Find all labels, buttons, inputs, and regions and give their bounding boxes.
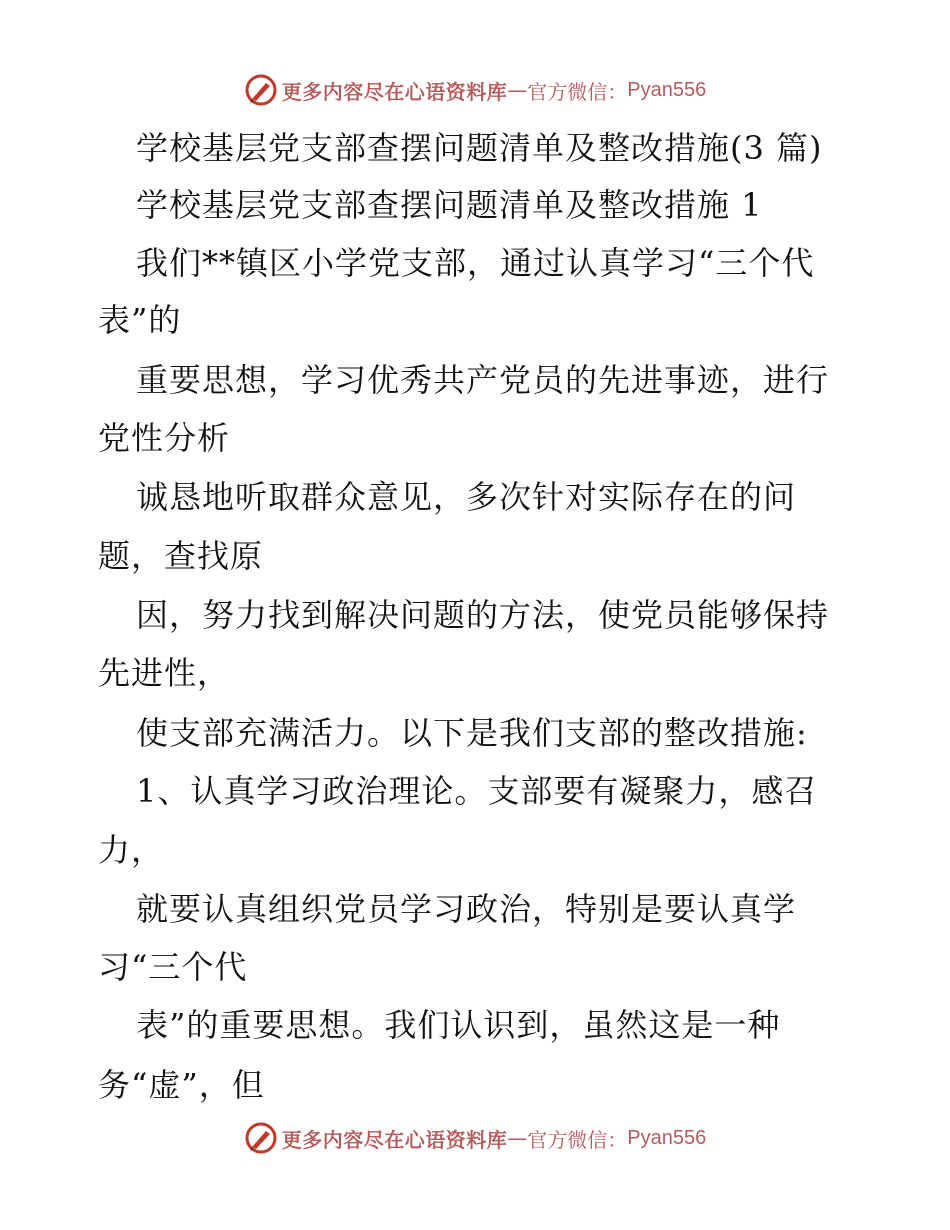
banner-wechat-label: 官方微信： (527, 79, 628, 104)
paragraph-line: 重要思想，学习优秀共产党员的先进事迹，进行 (136, 361, 830, 399)
paragraph-line: 使支部充满活力。以下是我们支部的整改措施: (136, 714, 808, 752)
banner-site-text: 更多内容尽在心语资料库 (281, 1127, 508, 1152)
paragraph-line: 诚恳地听取群众意见，多次针对实际存在的问 (136, 478, 797, 516)
banner-wechat-label: 官方微信： (527, 1127, 628, 1152)
paragraph-line: 题，查找原 (98, 537, 264, 575)
document-title: 学校基层党支部查摆问题清单及整改措施(3 篇) (136, 129, 823, 167)
pen-logo-icon (244, 1121, 278, 1155)
paragraph-line: 务“虚”，但 (98, 1066, 265, 1104)
paragraph-line: 就要认真组织党员学习政治，特别是要认真学 (136, 890, 797, 928)
paragraph-line: 力， (98, 831, 165, 869)
paragraph-line: 1、认真学习政治理论。支部要有凝聚力，感召 (136, 772, 818, 810)
banner-wechat-id: Pyan556 (627, 78, 707, 101)
paragraph-line: 表”的 (98, 301, 182, 339)
paragraph-line: 先进性， (98, 654, 231, 692)
banner-dash: — (507, 1126, 528, 1150)
paragraph-line: 习“三个代 (98, 948, 248, 986)
header-watermark-banner (0, 70, 950, 110)
banner-dash: — (507, 78, 528, 102)
document-subtitle: 学校基层党支部查摆问题清单及整改措施 1 (136, 186, 763, 224)
banner-site-text: 更多内容尽在心语资料库 (281, 79, 508, 104)
paragraph-line: 党性分析 (98, 419, 231, 457)
footer-watermark-banner (0, 1118, 950, 1158)
paragraph-line: 因，努力找到解决问题的方法，使党员能够保持 (136, 596, 830, 634)
pen-logo-icon (244, 73, 278, 107)
paragraph-line: 我们**镇区小学党支部，通过认真学习“三个代 (136, 244, 815, 282)
paragraph-line: 表”的重要思想。我们认识到，虽然这是一种 (136, 1006, 781, 1044)
banner-wechat-id: Pyan556 (627, 1126, 707, 1149)
